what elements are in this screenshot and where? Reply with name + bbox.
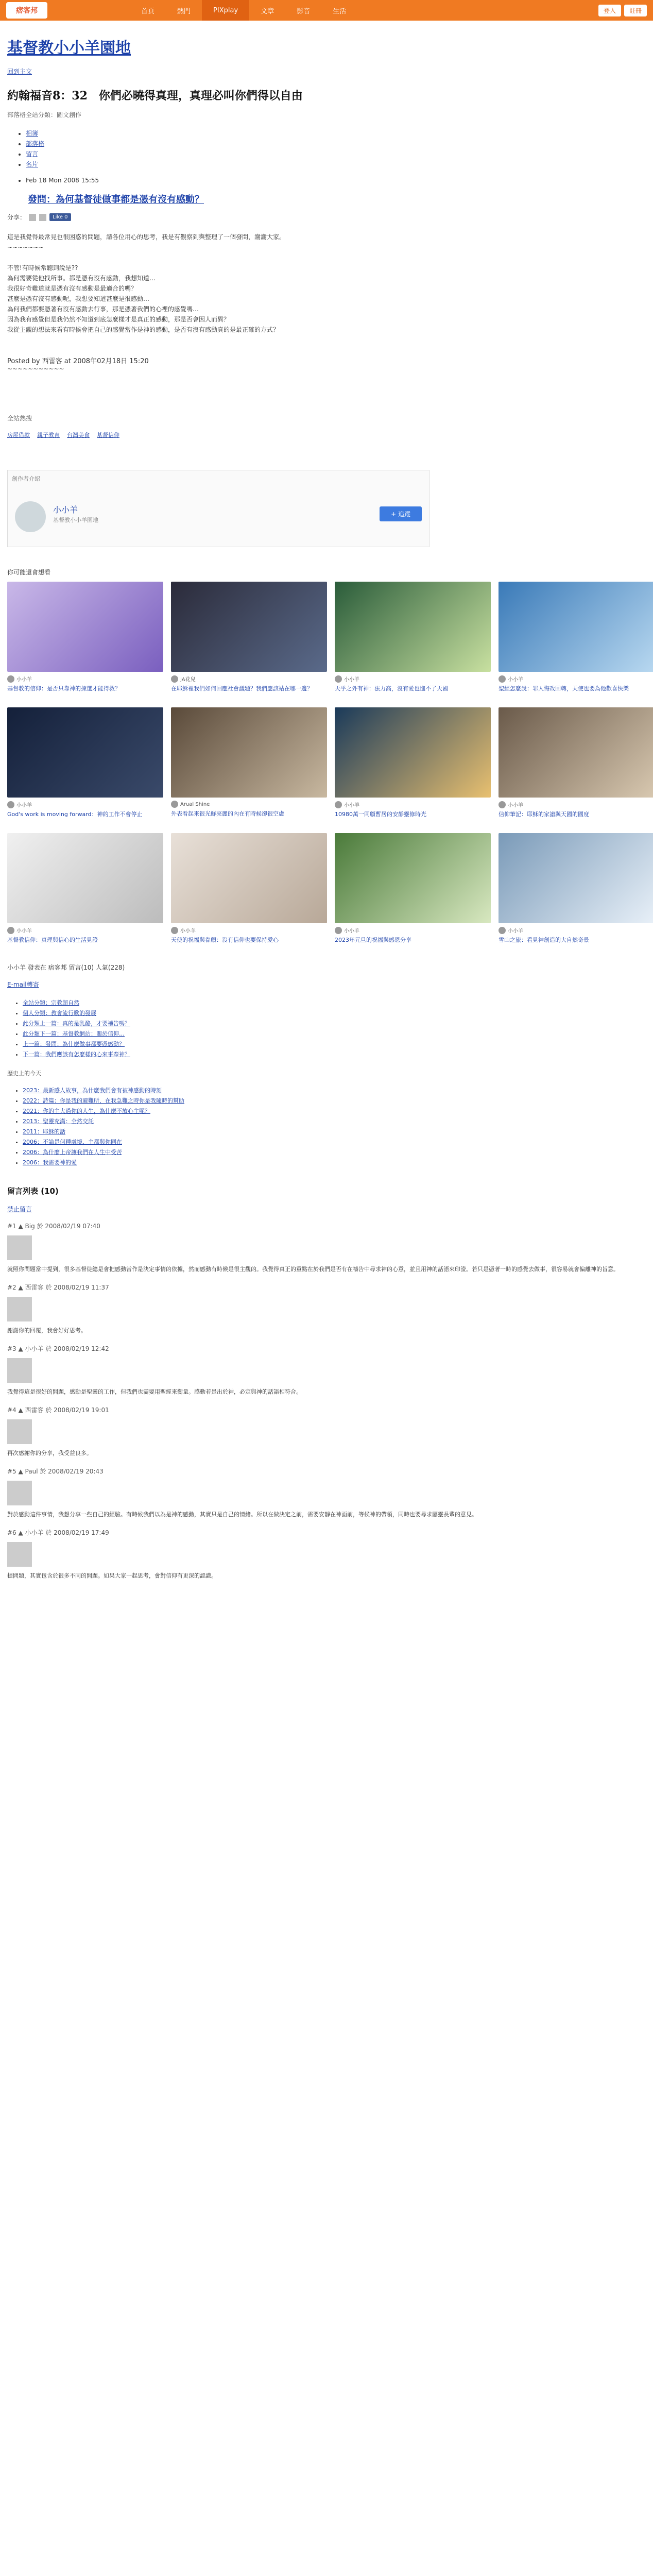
recommend-card[interactable] [335,582,491,700]
card-author: 小小羊 [508,928,523,934]
recommend-card[interactable] [335,707,491,826]
card-meta [499,801,653,808]
top-nav-item[interactable]: 文章 [261,7,274,15]
tags-label: 全站熱搜 [7,415,32,422]
card-meta [499,926,653,934]
nav-link[interactable]: 個人分類：教會流行歌的發展 [23,1010,96,1016]
category-line: 部落格全站分類：圖文創作 [7,111,82,118]
nav-link[interactable]: 下一篇：我們應該有怎麼樣的心來事奉神？ [23,1051,130,1058]
card-meta [7,801,163,808]
recommend-grid [7,582,646,952]
comment-text: 我覺得這是很好的問題，感動是聖靈的工作，但我們也需要用聖經來衡量。感動若是出於神，必定與神的話語相符合。 [7,1388,302,1395]
comment-meta: #3 ▲ 小小羊 於 2008/02/19 12:42 [7,1345,109,1352]
card-title[interactable]: 信仰筆記：耶穌的家譜與天國的國度 [499,811,589,818]
post-paragraph: 這是我覺得最常見也很困惑的問題，請各位用心的思考，我是有觀察到與整理了一個發問，謝謝大家。 [7,233,286,241]
card-meta [7,675,163,683]
tag-link[interactable]: 親子教育 [37,432,60,438]
site-logo[interactable]: 痞客邦 [6,2,47,19]
author-avatar-icon [171,801,178,808]
tag-list [7,431,646,439]
author-subtitle: 基督教小小羊園地 [53,517,98,523]
card-thumbnail[interactable] [7,833,163,923]
avatar[interactable] [7,1358,32,1383]
card-title[interactable]: 天乎之外有神：法力高，沒有愛也進不了天國 [335,685,448,692]
author-avatar-icon [7,927,14,934]
comment-meta: #6 ▲ 小小羊 於 2008/02/19 17:49 [7,1529,109,1536]
history-link[interactable]: 2023：最新感人故事，為什麼我們會有被神感動的時刻 [23,1087,162,1094]
card-title[interactable]: 雪山之旅：看見神創造的大自然奇景 [499,937,589,943]
card-title[interactable]: 10980萬一同顧暫居的安靜靈修時光 [335,811,426,818]
post-paragraph: 為何需要從他找所事。都是憑有沒有感動，我想知道… [7,275,156,282]
nav-link[interactable]: 上一篇：發問：為什麼做事都要憑感動？ [23,1041,125,1047]
comment-text: 提問題，其實包含於很多不同的問題。如果大家一起思考，會對信仰有更深的認識。 [7,1572,217,1579]
menu-item-album[interactable]: 相簿 [26,130,39,137]
card-author: 小小羊 [16,928,32,934]
card-author: 小小羊 [16,803,32,808]
card-author: 小小羊 [180,928,196,934]
top-nav-item[interactable]: 熱門 [177,7,191,15]
nav-link[interactable]: 此分類上一篇：真的是乳酪，才要禱告嗎？ [23,1020,130,1027]
card-thumbnail[interactable] [335,833,491,923]
top-bar [0,0,653,21]
avatar[interactable] [7,1481,32,1505]
recommend-card[interactable] [335,833,491,952]
card-author: JA花兒 [180,677,196,683]
recommend-card[interactable] [7,833,163,952]
page-title: 約翰福音8：32 你們必曉得真理，真理必叫你們得以自由 [7,89,303,103]
menu-item-card[interactable]: 名片 [26,161,39,168]
recommend-card[interactable] [7,582,163,700]
history-link[interactable]: 2013：聖靈充滿：全然交託 [23,1118,94,1125]
avatar[interactable] [7,1419,32,1444]
comment-item [7,1283,646,1336]
author-avatar-icon [171,927,178,934]
card-thumbnail[interactable] [499,707,653,798]
card-thumbnail[interactable] [171,707,327,798]
author-avatar-icon [499,675,506,683]
author-avatar-icon [335,675,342,683]
nav-link[interactable]: 此分類下一篇：基督教網站：關於信仰… [23,1030,125,1037]
recommend-card[interactable] [171,582,327,700]
share-icon[interactable] [39,214,46,221]
card-thumbnail[interactable] [499,582,653,672]
card-thumbnail[interactable] [7,582,163,672]
history-link[interactable]: 2006：不論是何種處境，主都與你同在 [23,1139,122,1145]
comment-text: 對於感動這件事情，我想分享一些自己的經驗。有時候我們以為是神的感動，其實只是自己的情緒。所以在做決定之前，需要安靜在神面前，等候神的帶領，同時也要尋求屬靈長輩的意見。 [7,1511,477,1518]
recommend-label: 你可能還會想看 [7,569,51,576]
card-meta [335,675,491,683]
back-to-main-link[interactable]: 回到主文 [7,68,32,75]
history-link[interactable]: 2006：為什麼上帝讓我們在人生中受苦 [23,1149,122,1156]
history-list [23,1086,646,1168]
comment-meta: #1 ▲ Big 於 2008/02/19 07:40 [7,1223,100,1230]
card-author: 小小羊 [344,803,359,808]
comment-item [7,1528,646,1581]
comment-meta: #5 ▲ Paul 於 2008/02/19 20:43 [7,1468,104,1475]
posted-separator: ~~~~~~~~~~~ [7,365,64,372]
history-link[interactable]: 2021：你的主大過你的人生，為什麼不放心主呢？ [23,1108,150,1114]
post-paragraph: 我從主觀的想法來看有時候會把自己的感覺當作是神的感動，是否有沒有感動真的是最正確的方式？ [7,326,280,333]
follow-button[interactable]: + 追蹤 [380,506,422,521]
comment-text: 謝謝你的回覆，我會好好思考。 [7,1327,87,1334]
comments-disabled-link[interactable]: 禁止留言 [7,1206,32,1213]
login-button[interactable]: 登入 [598,5,621,16]
history-link[interactable]: 2022：詩篇：你是我的避難所，在我急難之時你是我隨時的幫助 [23,1097,184,1104]
comments-heading: 留言列表 (10) [7,1187,59,1196]
card-title[interactable]: 聖經怎麼說：罪人悔改回轉，天使也要為他歡喜快樂 [499,685,629,692]
recommend-card[interactable] [7,707,163,826]
card-title[interactable]: 外表看起來很光鮮亮麗的內在有時候卻很空虛 [171,810,284,817]
top-nav-item[interactable]: 生活 [333,7,347,15]
author-avatar-icon [335,801,342,808]
history-link[interactable]: 2006：我需要神的愛 [23,1159,77,1166]
comment-text: 再次感謝你的分享，我受益良多。 [7,1450,92,1456]
auth-buttons [598,5,647,16]
card-thumbnail[interactable] [335,582,491,672]
history-label: 歷史上的今天 [7,1070,41,1077]
card-author: Arual Shine [180,801,210,807]
top-nav-item[interactable]: PIXplay [202,0,249,21]
comment-text: 就照你問題當中提到，很多基督徒總是會把感動當作是決定事情的依據，然而感動有時候是很主觀的。我覺得真正的重點在於我們是否有在禱告中尋求神的心意，並且用神的話語來印證。若只是憑著一時的感覺去做事，很容易就會偏離神的旨意。 [7,1266,619,1273]
post-paragraph: 為何我們都要憑著有沒有感動去行事，那是憑著我們的心裡的感覺嗎… [7,306,199,313]
comment-meta: #4 ▲ 西雷客 於 2008/02/19 19:01 [7,1406,109,1414]
author-card-header: 創作者介紹 [12,476,40,482]
comment-item [7,1344,646,1397]
nav-link[interactable]: 全站分類：宗教超自然 [23,999,79,1006]
post-navigation [23,998,646,1060]
posted-by: Posted by 西雷客 at 2008年02月18日 15:20 [7,358,149,365]
card-thumbnail[interactable] [171,582,327,672]
comment-meta: #2 ▲ 西雷客 於 2008/02/19 11:37 [7,1284,109,1291]
signup-button[interactable]: 註冊 [624,5,647,16]
recommend-card[interactable] [499,582,653,700]
history-link[interactable]: 2011：耶穌的話 [23,1128,65,1135]
email-forward-link[interactable]: E-mail轉寄 [7,981,39,988]
menu-item-blog[interactable]: 部落格 [26,140,45,147]
comment-item [7,1405,646,1459]
post-paragraph: 不管!有時候常聽到說是?? [7,264,78,272]
avatar[interactable] [7,1297,32,1321]
card-title[interactable]: 基督教信仰：真理與信心的生活見證 [7,937,98,943]
recommend-card[interactable] [171,833,327,952]
card-title[interactable]: 基督教的信仰：是否只靠神的揀選才能得救？ [7,685,121,692]
tag-link[interactable]: 基督信仰 [97,432,119,438]
card-title[interactable]: God's work is moving forward：神的工作不會停止 [7,811,143,818]
blog-title[interactable]: 基督教小小羊園地 [7,39,131,57]
post-heading[interactable]: 發問：為何基督徒做事都是憑有沒有感動？ [28,194,204,205]
author-name[interactable]: 小小羊 [53,505,78,515]
card-meta [171,675,327,683]
recommend-card[interactable] [499,707,653,826]
menu-item-guestbook[interactable]: 留言 [26,150,39,158]
author-avatar-icon [7,675,14,683]
author-card [7,470,429,547]
tag-link[interactable]: 房屋借款 [7,432,30,438]
tag-link[interactable]: 台灣美食 [67,432,90,438]
facebook-like-button[interactable]: Like 0 [49,213,71,221]
avatar[interactable] [15,501,46,532]
post-paragraph: 我很好奇難道就是憑有沒有感動是最適合的嗎？ [7,285,138,292]
top-nav-item[interactable]: 影音 [297,7,311,15]
card-meta [335,926,491,934]
post-body [7,232,646,335]
share-icon[interactable] [29,214,36,221]
post-paragraph: ~~~~~~~ [7,244,44,251]
card-author: 小小羊 [344,928,359,934]
main-content [0,35,653,1581]
blog-info: 小小羊 發表在 痞客邦 留言(10) 人氣(228) [7,964,125,971]
top-nav [130,0,357,21]
avatar[interactable] [7,1542,32,1567]
comment-list [7,1222,646,1581]
post-paragraph: 因為我有感覺但是我仍然不知道到底怎麼樣才是真正的感動，那是否會因人而異？ [7,316,230,323]
share-bar [7,213,646,222]
comment-item [7,1467,646,1520]
card-meta [499,675,653,683]
card-title[interactable]: 天使的祝福與眷顧：沒有信仰也要保持愛心 [171,937,279,943]
card-thumbnail[interactable] [499,833,653,923]
post-paragraph: 甚麼是憑有沒有感動呢，我想要知道甚麼是很感動… [7,295,150,302]
card-author: 小小羊 [508,677,523,683]
card-thumbnail[interactable] [335,707,491,798]
share-label: 分享： [7,214,26,221]
author-avatar-icon [7,801,14,808]
post-date: • Feb 18 Mon 2008 15:55 [26,177,646,184]
top-nav-item[interactable]: 首頁 [141,7,155,15]
card-thumbnail[interactable] [7,707,163,798]
card-author: 小小羊 [508,803,523,808]
card-meta [171,801,327,808]
author-avatar-icon [499,927,506,934]
blog-menu [26,128,646,170]
author-avatar-icon [171,675,178,683]
card-meta [335,801,491,808]
recommend-card[interactable] [171,707,327,826]
card-meta [171,926,327,934]
comment-item [7,1222,646,1275]
card-meta [7,926,163,934]
card-thumbnail[interactable] [171,833,327,923]
card-author: 小小羊 [16,677,32,683]
recommend-card[interactable] [499,833,653,952]
card-title[interactable]: 在耶穌裡我們如何回應社會議題？我們應該站在哪一邊？ [171,685,313,692]
author-avatar-icon [499,801,506,808]
avatar[interactable] [7,1235,32,1260]
card-title[interactable]: 2023年元旦的祝福與感恩分享 [335,937,411,943]
card-author: 小小羊 [344,677,359,683]
author-avatar-icon [335,927,342,934]
